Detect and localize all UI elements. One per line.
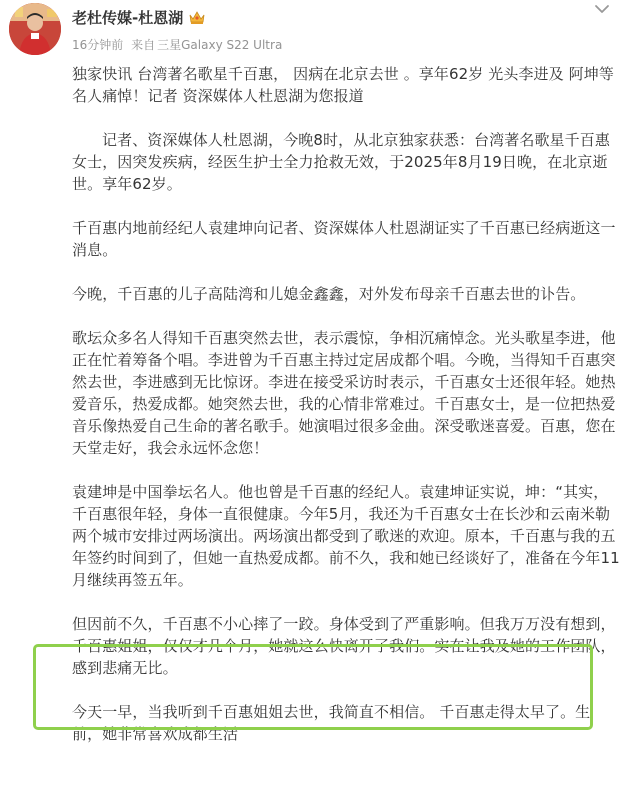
crown-icon [188,9,206,25]
paragraph: 千百惠内地前经纪人袁建坤向记者、资深媒体人杜恩湖证实了千百惠已经病逝这一消息。 [72,219,616,259]
highlighted-paragraph: 但因前不久，千百惠不小心摔了一跤。身体受到了严重影响。但我万万没有想到，千百惠姐姐，仅仅才几个月，她就这么快离开了我们。实在让我及她的工作团队，感到悲痛无比。 [72,615,616,677]
post-body [72,63,620,767]
post-time: 16分钟前 [72,38,124,52]
author-name[interactable]: 老杜传媒-杜恩湖 [72,9,184,27]
paragraph: 记者、资深媒体人杜恩湖，今晚8时，从北京独家获悉：台湾著名歌星千百惠女士，因突发疾病，经医生护士全力抢救无效，于2025年8月19日晚，在北京逝世。享年62岁。 [72,131,610,193]
paragraph: 袁建坤是中国拳坛名人。他也曾是千百惠的经纪人。袁建坤证实说，坤：“其实，千百惠很年轻，身体一直很健康。今年5月，我还为千百惠女士在长沙和云南米勒两个城市安排过两场演出。两场演出都受到了歌迷的欢迎。原本，千百惠与我的五年签约时间到了，但她一直热爱成都。前不久，我和她已经谈好了，准备在今年11月继续再签五年。 [72,483,620,589]
paragraph: 今晚，千百惠的儿子高陆湾和儿媳金鑫鑫，对外发布母亲千百惠去世的讣告。 [72,285,586,303]
paragraph: 独家快讯 台湾著名歌星千百惠， 因病在北京去世 。享年62岁 光头李进及 阿坤等名人痛悼！记者 资深媒体人杜恩湖为您报道 [72,65,614,105]
avatar[interactable] [9,3,61,55]
post-meta [72,36,286,53]
paragraph: 今天一早，当我听到千百惠姐姐去世，我简直不相信。 千百惠走得太早了。生前，她非常喜欢成都生活 [72,703,591,743]
chevron-down-icon[interactable] [592,2,612,16]
source-prefix: 来自 [131,38,156,52]
paragraph: 歌坛众多名人得知千百惠突然去世，表示震惊，争相沉痛悼念。光头歌星李进，他正在忙着筹备个唱。李进曾为千百惠主持过定居成都个唱。今晚，当得知千百惠突然去世，李进感到无比惊讶。李进在接受采访时表示，千百惠女士还很年轻。她热爱音乐，热爱成都。她突然去世，我的心情非常难过。千百惠女士，是一位把热爱音乐像热爱自己生命的著名歌手。她演唱过很多金曲。深受歌迷喜爱。百惠，您在天堂走好，我会永远怀念您！ [72,329,616,457]
device-name[interactable]: 三星Galaxy S22 Ultra [157,38,283,52]
post-header [0,0,637,60]
